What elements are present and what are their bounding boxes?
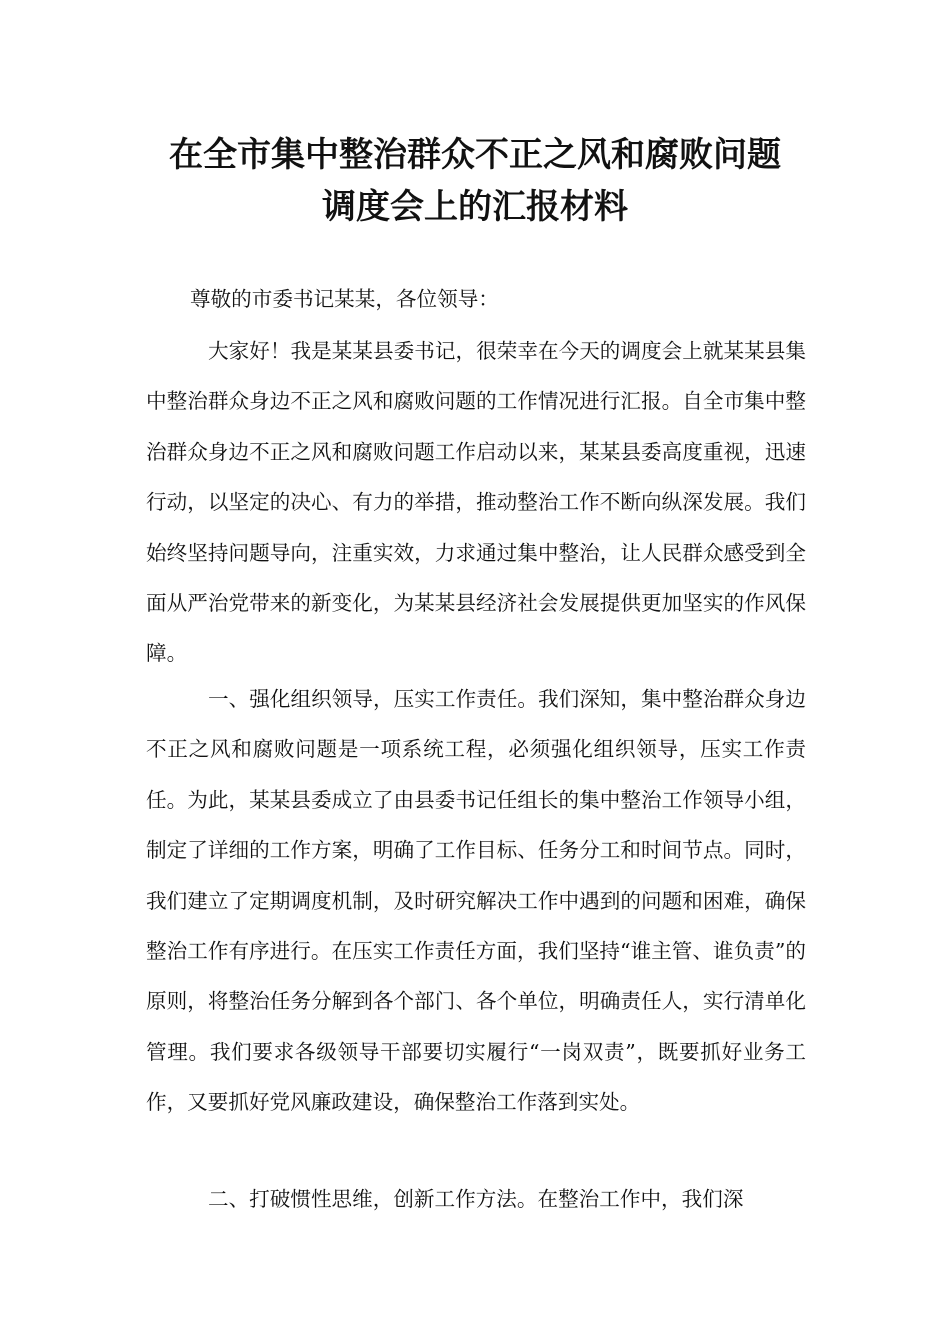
paragraph-section-1: 一、强化组织领导，压实工作责任。我们深知，集中整治群众身边不正之风和腐败问题是一项系统工程，必须强化组织领导，压实工作责任。为此，某某县委成立了由县委书记任组长的集中整治工作领导小组，制定了详细的工作方案，明确了工作目标、任务分工和时间节点。同时，我们建立了定期调度机制，及时研究解决工作中遇到的问题和困难，确保整治工作有序进行。在压实工作责任方面，我们坚持“谁主管、谁负责”的原则，将整治任务分解到各个部门、各个单位，明确责任人，实行清单化管理。我们要求各级领导干部要切实履行“一岗双责”，既要抓好业务工作，又要抓好党风廉政建设，确保整治工作落到实处。 <box>146 687 806 1115</box>
paragraph-opening: 大家好！我是某某县委书记，很荣幸在今天的调度会上就某某县集中整治群众身边不正之风和腐败问题的工作情况进行汇报。自全市集中整治群众身边不正之风和腐败问题工作启动以来，某某县委高度重视，迅速行动，以坚定的决心、有力的举措，推动整治工作不断向纵深发展。我们始终坚持问题导向，注重实效，力求通过集中整治，让人民群众感受到全面从严治党带来的新变化，为某某县经济社会发展提供更加坚实的作风保障。 <box>146 339 806 666</box>
salutation: 尊敬的市委书记某某，各位领导： <box>190 287 499 311</box>
document-title-line-1: 在全市集中整治群众不正之风和腐败问题 <box>169 135 781 175</box>
document-title-line-2: 调度会上的汇报材料 <box>322 187 628 227</box>
paragraph-section-2: 二、打破惯性思维，创新工作方法。在整治工作中，我们深 <box>208 1187 744 1211</box>
